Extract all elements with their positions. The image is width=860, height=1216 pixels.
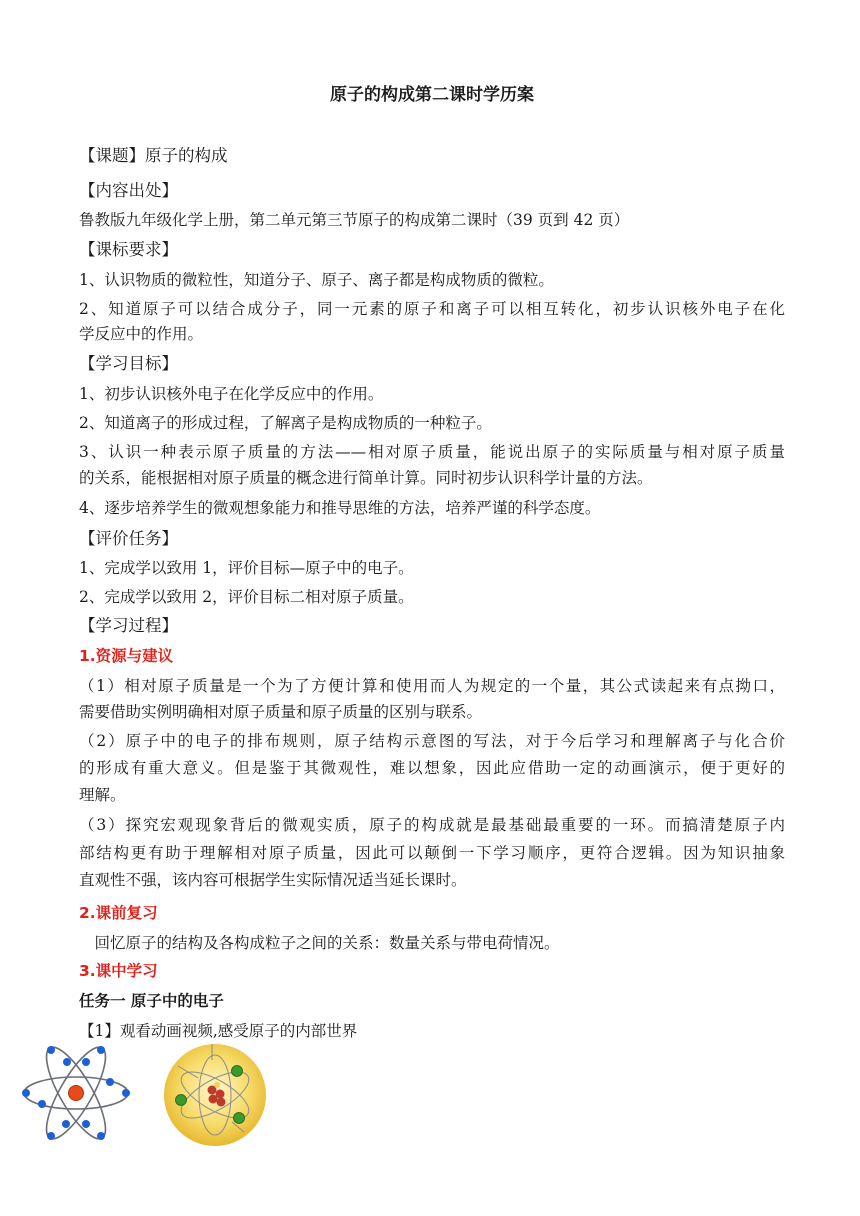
text-line: 回忆原子的结构及各构成粒子之间的关系：数量关系与带电荷情况。	[79, 934, 560, 952]
text-line: （1）相对原子质量是一个为了方便计算和使用而人为规定的一个量，其公式读起来有点拗口，	[79, 677, 785, 695]
atom-structure-image	[160, 1038, 270, 1148]
task-heading: 任务一 原子中的电子	[79, 992, 224, 1010]
text-line: 学反应中的作用。	[79, 325, 204, 343]
text-line: （2）原子中的电子的排布规则，原子结构示意图的写法，对于今后学习和理解离子与化合价	[79, 732, 785, 750]
text-line: 需要借助实例明确相对原子质量和原子质量的区别与联系。	[79, 703, 483, 721]
section-heading: 【学习过程】	[79, 616, 178, 635]
step-heading: 1.资源与建议	[79, 647, 174, 665]
text-line: 3、认识一种表示原子质量的方法——相对原子质量，能说出原子的实际质量与相对原子质量	[79, 443, 785, 461]
step-heading: 3.课中学习	[79, 962, 158, 980]
section-heading: 【内容出处】	[79, 181, 178, 200]
text-line: 1、认识物质的微粒性，知道分子、原子、离子都是构成物质的微粒。	[79, 271, 554, 289]
text-line: 2、知道离子的形成过程，了解离子是构成物质的一种粒子。	[79, 414, 492, 432]
step-heading: 2.课前复习	[79, 904, 158, 922]
text-line: 的关系，能根据相对原子质量的概念进行简单计算。同时初步认识科学计量的方法。	[79, 469, 653, 487]
text-line: 1、完成学以致用 1，评价目标—原子中的电子。	[79, 559, 414, 577]
text-line: 1、初步认识核外电子在化学反应中的作用。	[79, 385, 384, 403]
text-line: 理解。	[79, 786, 126, 804]
text-line: 鲁教版九年级化学上册，第二单元第三节原子的构成第二课时（39 页到 42 页）	[79, 211, 630, 229]
text-line: 4、逐步培养学生的微观想象能力和推导思维的方法，培养严谨的科学态度。	[79, 499, 601, 517]
section-heading: 【课题】原子的构成	[79, 146, 228, 165]
text-line: 直观性不强，该内容可根据学生实际情况适当延长课时。	[79, 871, 467, 889]
atom-model-image	[20, 1038, 132, 1148]
section-heading: 【课标要求】	[79, 240, 178, 259]
text-line: 2、完成学以致用 2，评价目标二相对原子质量。	[79, 588, 414, 606]
page-title: 原子的构成第二课时学历案	[330, 85, 534, 105]
section-heading: 【学习目标】	[79, 354, 178, 373]
atom-figures	[20, 1038, 280, 1148]
text-line: 的形成有重大意义。但是鉴于其微观性，难以想象，因此应借助一定的动画演示，便于更好的	[79, 759, 785, 777]
text-line: 部结构更有助于理解相对原子质量，因此可以颠倒一下学习顺序，更符合逻辑。因为知识抽象	[79, 844, 785, 862]
section-heading: 【评价任务】	[79, 529, 178, 548]
text-line: （3）探究宏观现象背后的微观实质，原子的构成就是最基础最重要的一环。而搞清楚原子内	[79, 816, 785, 834]
text-line: 【1】观看动画视频,感受原子的内部世界	[79, 1022, 358, 1040]
text-line: 2、知道原子可以结合成分子，同一元素的原子和离子可以相互转化，初步认识核外电子在化	[79, 300, 785, 318]
